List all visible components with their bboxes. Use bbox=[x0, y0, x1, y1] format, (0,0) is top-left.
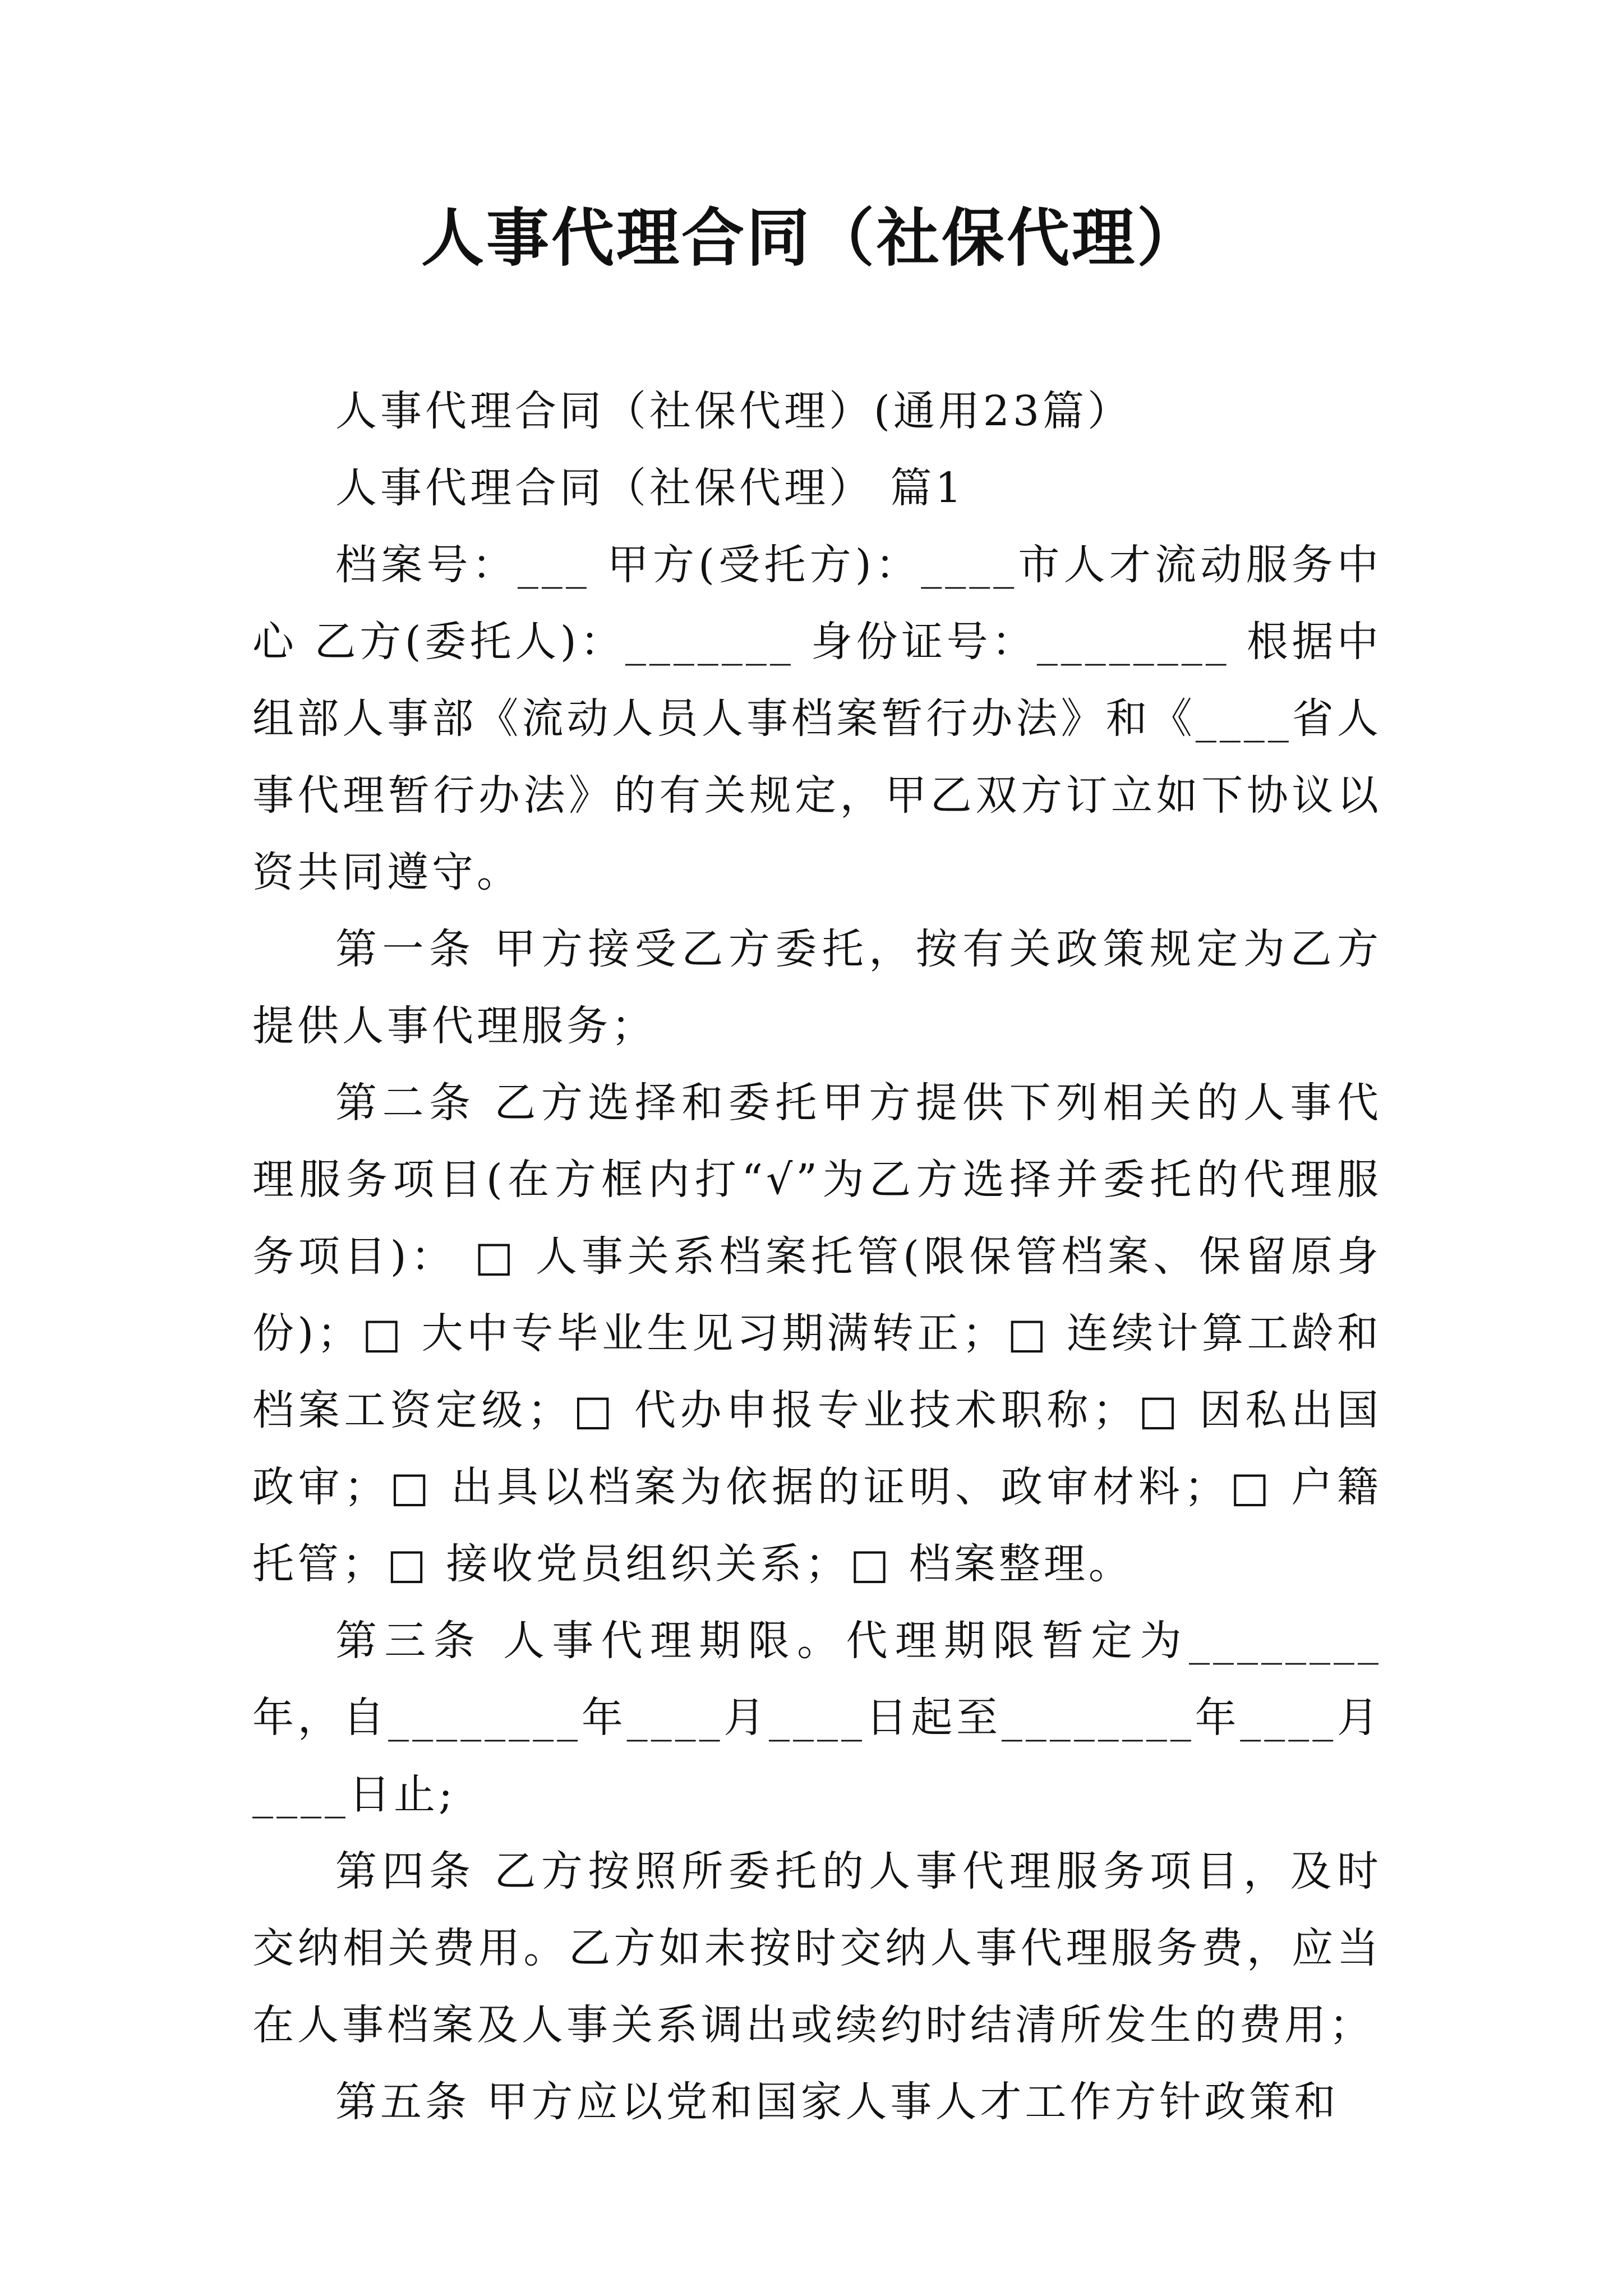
paragraph-article-3: 第三条 人事代理期限。代理期限暂定为________年，自________年____月____日起至________年____月____日止; bbox=[252, 1617, 1382, 1819]
paragraph-preamble: 档案号：___ 甲方(受托方)：____市人才流动服务中心 乙方(委托人)：_______ 身份证号：________ 根据中组部人事部《流动人员人事档案暂行办法》和《____省人事代理暂行办法》的有关规定，甲乙双方订立如下协议以资共同遵守。 bbox=[252, 541, 1382, 896]
paragraph-heading-collection: 人事代理合同（社保代理）(通用23篇） bbox=[335, 387, 1133, 435]
paragraph-heading-part-1: 人事代理合同（社保代理） 篇1 bbox=[335, 464, 965, 512]
paragraph-article-2: 第二条 乙方选择和委托甲方提供下列相关的人事代理服务项目(在方框内打“√”为乙方选择并委托的代理服务项目)： □ 人事关系档案托管(限保管档案、保留原身份)；□ 大中专毕业生见习期满转正；□ 连续计算工龄和档案工资定级；□ 代办申报专业技术职称；□ 因私出国政审；□ 出具以档案为依据的证明、政审材料；□ 户籍托管；□ 接收党员组织关系；□ 档案整理。 bbox=[252, 1079, 1382, 1588]
paragraph-article-5: 第五条 甲方应以党和国家人事人才工作方针政策和 bbox=[335, 2078, 1339, 2126]
paragraph-article-1: 第一条 甲方接受乙方委托，按有关政策规定为乙方提供人事代理服务； bbox=[252, 925, 1382, 1050]
document-title: 人事代理合同（社保代理） bbox=[421, 201, 1202, 275]
document-body bbox=[252, 373, 1382, 2141]
paragraph-article-4: 第四条 乙方按照所委托的人事代理服务项目，及时交纳相关费用。乙方如未按时交纳人事代理服务费，应当在人事档案及人事关系调出或续约时结清所发生的费用； bbox=[252, 1847, 1382, 2049]
